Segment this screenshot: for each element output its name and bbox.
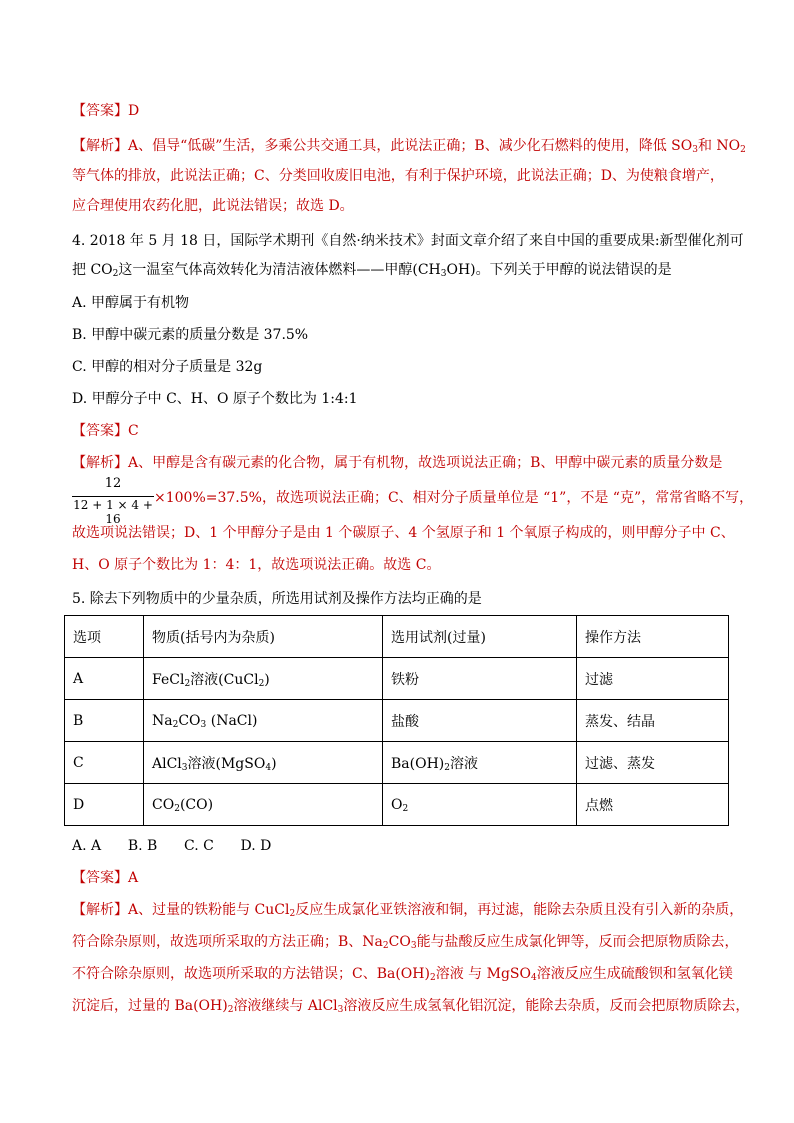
q5-options-table — [64, 615, 729, 826]
method-cell: 过滤 — [577, 658, 729, 700]
analysis-label: 【解析】 — [72, 455, 128, 471]
analysis-label: 【解析】 — [72, 902, 128, 918]
subscript: 2 — [112, 269, 119, 279]
cell-text: 盐酸 — [391, 713, 419, 730]
q5-analysis-text: 溶液反应生成氢氧化铝沉淀，能除去杂质，反而会把原物质除去， — [343, 998, 750, 1014]
q5-analysis-text: 符合除杂原则，故选项所采取的方法正确；B、Na — [72, 934, 383, 950]
subscript: 2 — [382, 941, 389, 951]
table-header-cell: 选项 — [65, 616, 144, 658]
q3-analysis-text: 和 NO — [697, 138, 741, 154]
subscript: 3 — [200, 719, 207, 730]
q4-analysis-line-3: 故选项说法错误；D、1 个甲醇分子是由 1 个碳原子、4 个氢原子和 1 个氧原子构成的，则甲醇分子中 C、 — [72, 525, 735, 541]
subscript: 3 — [181, 762, 188, 773]
subscript: 4 — [265, 762, 272, 773]
reagent-cell — [383, 658, 577, 700]
cell-text: ) — [271, 755, 277, 772]
q5-answer-value: A — [128, 870, 139, 886]
cell-text: CO — [152, 796, 175, 813]
q5-stem: 5. 除去下列物质中的少量杂质，所选用试剂及操作方法均正确的是 — [72, 591, 482, 607]
cell-text: 溶液 — [449, 755, 478, 772]
substance-cell — [144, 658, 383, 700]
reagent-cell — [383, 742, 577, 784]
cell-text: (NaCl) — [206, 712, 258, 729]
cell-text: ) — [264, 671, 270, 688]
table-header-cell: 物质(括号内为杂质) — [144, 616, 383, 658]
q4-stem-line-1: 4. 2018 年 5 月 18 日，国际学术期刊《自然·纳米技术》封面文章介绍了来自中国的重要成果:新型催化剂可 — [72, 233, 744, 249]
reagent-cell — [383, 784, 577, 826]
q4-analysis-line-1 — [72, 453, 722, 473]
q4-option-a: A. 甲醇属于有机物 — [72, 295, 190, 311]
cell-text: 溶液(CuCl — [190, 671, 259, 688]
q3-analysis-line-2: 等气体的排放，此说法正确；C、分类回收废旧电池，有利于保护环境，此说法正确；D、为使粮食增产， — [72, 168, 724, 184]
subscript: 2 — [227, 1005, 234, 1015]
subscript: 3 — [440, 269, 447, 279]
cell-text: Na — [152, 712, 173, 729]
table-row — [65, 700, 729, 742]
cell-text: 溶液(MgSO — [187, 755, 266, 772]
q5-analysis-line-1 — [72, 900, 743, 920]
q5-analysis-text: A、过量的铁粉能与 CuCl — [128, 902, 290, 918]
subscript: 2 — [184, 678, 191, 689]
q4-option-d: D. 甲醇分子中 C、H、O 原子个数比为 1:4:1 — [72, 391, 358, 407]
subscript: 3 — [337, 1005, 344, 1015]
cell-text: Ba(OH) — [391, 755, 445, 772]
q5-analysis-text: 溶液 与 MgSO — [435, 966, 531, 982]
subscript: 2 — [429, 973, 436, 983]
method-cell: 蒸发、结晶 — [577, 700, 729, 742]
answer-label: 【答案】 — [72, 870, 128, 886]
cell-text: AlCl — [152, 755, 182, 772]
q5-answer-line — [72, 868, 138, 888]
substance-cell — [144, 700, 383, 742]
q5-choices: A. A B. B C. C D. D — [72, 838, 272, 854]
q5-analysis-line-2 — [72, 932, 739, 952]
q5-analysis-text: 溶液继续与 AlCl — [233, 998, 338, 1014]
q4-option-b: B. 甲醇中碳元素的质量分数是 37.5% — [72, 327, 309, 343]
subscript: 4 — [530, 973, 537, 983]
q4-stem-text: 这一温室气体高效转化为清洁液体燃料——甲醇(CH — [118, 262, 441, 278]
option-cell: D — [65, 784, 144, 826]
answer-label: 【答案】 — [72, 423, 128, 439]
table-header-cell: 操作方法 — [577, 616, 729, 658]
fraction-denominator: 12 + 1 × 4 + 16 — [73, 498, 153, 526]
analysis-label: 【解析】 — [72, 138, 128, 154]
q5-analysis-text: CO — [388, 934, 411, 950]
q5-analysis-text: 不符合除杂原则，故选项所采取的方法错误；C、Ba(OH) — [72, 966, 430, 982]
q5-analysis-text: 能与盐酸反应生成氯化钾等，反而会把原物质除去， — [416, 934, 739, 950]
substance-cell — [144, 784, 383, 826]
method-cell: 点燃 — [577, 784, 729, 826]
table-header-cell: 选用试剂(过量) — [383, 616, 577, 658]
subscript: 2 — [289, 909, 296, 919]
q4-analysis-line-2: ×100%=37.5%，故选项说法正确；C、相对分子质量单位是 “1”，不是 “克”，常常省略不写， — [154, 490, 754, 506]
cell-text: 铁粉 — [391, 671, 419, 688]
cell-text: FeCl — [152, 671, 185, 688]
q5-analysis-text: 沉淀后，过量的 Ba(OH) — [72, 998, 228, 1014]
q4-answer-line — [72, 421, 139, 441]
table-header-row — [65, 616, 729, 658]
subscript: 3 — [410, 941, 417, 951]
subscript: 3 — [692, 145, 698, 155]
q4-stem-text: OH)。下列关于甲醇的说法错误的是 — [446, 262, 672, 278]
answer-label: 【答案】 — [72, 103, 128, 119]
subscript: 2 — [444, 762, 450, 773]
q4-stem-text: 把 CO — [72, 262, 113, 278]
fraction-numerator: 12 — [104, 476, 122, 491]
table-row — [65, 742, 729, 784]
q5-analysis-line-4 — [72, 996, 749, 1016]
subscript: 2 — [172, 719, 179, 730]
substance-cell — [144, 742, 383, 784]
subscript: 2 — [402, 803, 409, 814]
method-cell: 过滤、蒸发 — [577, 742, 729, 784]
q5-analysis-text: 反应生成氯化亚铁溶液和铜，再过滤，能除去杂质且没有引入新的杂质， — [295, 902, 744, 918]
option-cell: A — [65, 658, 144, 700]
q3-analysis-text: A、倡导“低碳”生活，多乘公共交通工具，此说法正确；B、减少化石燃料的使用，降低 SO — [128, 138, 693, 154]
cell-text: (CO) — [179, 796, 214, 813]
cell-text: O — [391, 796, 403, 813]
q3-answer-line — [72, 101, 139, 121]
table-row — [65, 658, 729, 700]
q4-stem-line-2 — [72, 260, 672, 280]
option-cell: C — [65, 742, 144, 784]
reagent-cell — [383, 700, 577, 742]
q4-option-c: C. 甲醇的相对分子质量是 32g — [72, 359, 263, 375]
subscript: 2 — [740, 145, 746, 155]
subscript: 2 — [258, 678, 265, 689]
cell-text: CO — [178, 712, 201, 729]
option-cell: B — [65, 700, 144, 742]
q3-analysis-line-3: 应合理使用农药化肥，此说法错误；故选 D。 — [72, 198, 354, 214]
q4-analysis-line-4: H、O 原子个数比为 1：4：1，故选项说法正确。故选 C。 — [72, 557, 441, 573]
q4-analysis-text: A、甲醇是含有碳元素的化合物，属于有机物，故选项说法正确；B、甲醇中碳元素的质量分数是 — [128, 455, 723, 471]
table-row — [65, 784, 729, 826]
q4-answer-value: C — [128, 423, 139, 439]
q3-analysis-line-1 — [72, 136, 746, 156]
q5-analysis-line-3 — [72, 964, 733, 984]
fraction-bar — [72, 496, 154, 497]
q5-analysis-text: 溶液反应生成硫酸钡和氢氧化镁 — [536, 966, 733, 982]
q3-answer-value: D — [128, 103, 140, 119]
subscript: 2 — [174, 803, 180, 814]
